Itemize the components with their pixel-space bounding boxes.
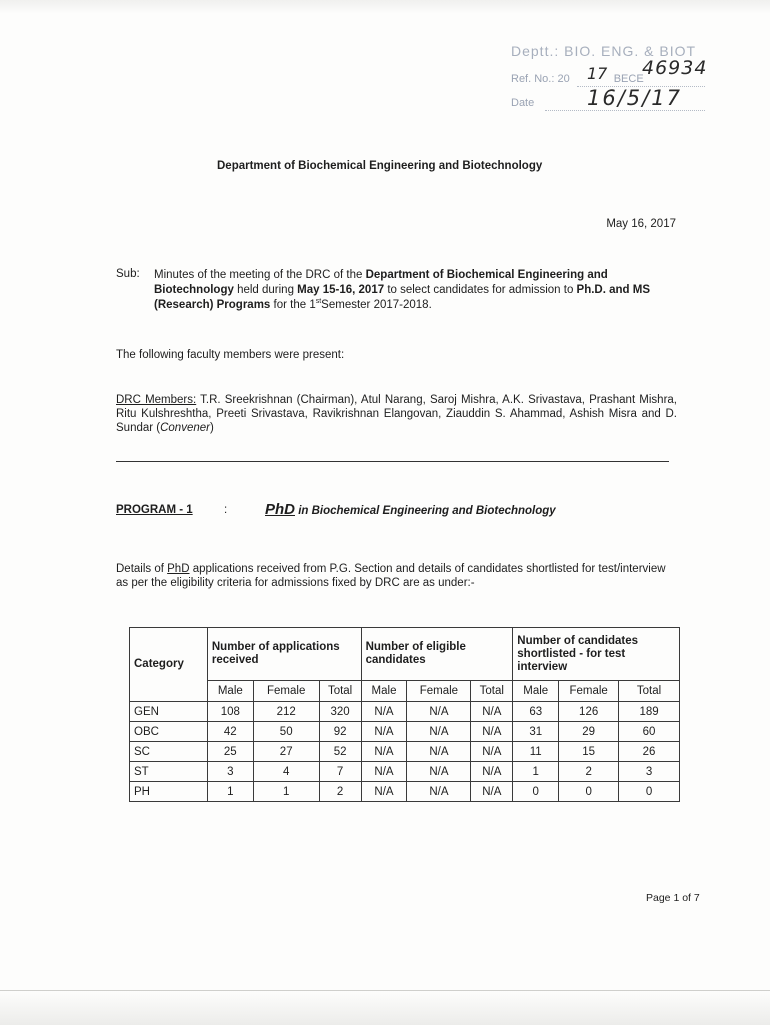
scan-bottom-edge (0, 990, 770, 1025)
table-row (130, 702, 680, 722)
subheader-cell: Male (513, 681, 559, 702)
drc-members (116, 393, 677, 435)
table-header-row (130, 628, 680, 681)
stamp-ref-year-handwritten: 17 (587, 64, 608, 83)
document-heading: Department of Biochemical Engineering and Biotechnology (217, 160, 543, 172)
value-cell: 52 (319, 742, 361, 762)
document-date: May 16, 2017 (606, 218, 676, 230)
value-cell: 1 (207, 782, 253, 802)
value-cell: N/A (471, 762, 513, 782)
subject-dept: Department of Biochemical Engineering and Biotechnology (154, 269, 608, 296)
subject-part: to select candidates for admission to (384, 284, 577, 296)
value-cell: 92 (319, 722, 361, 742)
program-title (265, 501, 556, 518)
subheader-cell: Female (253, 681, 319, 702)
program-phd: PhD (265, 501, 295, 518)
value-cell: 25 (207, 742, 253, 762)
details-paragraph (116, 562, 676, 590)
header-received: Number of applications received (207, 628, 361, 681)
value-cell: N/A (407, 782, 471, 802)
subject-superscript: st (315, 298, 322, 306)
value-cell: 31 (513, 722, 559, 742)
receipt-stamp (507, 40, 707, 112)
category-cell: OBC (130, 722, 208, 742)
stamp-date-dots (545, 110, 705, 111)
value-cell: N/A (407, 742, 471, 762)
value-cell: N/A (471, 742, 513, 762)
page-number: Page 1 of 7 (646, 892, 700, 904)
value-cell: 189 (619, 702, 680, 722)
value-cell: 0 (513, 782, 559, 802)
table-row (130, 782, 680, 802)
table-row (130, 762, 680, 782)
value-cell: N/A (361, 762, 407, 782)
subject-part: held during (233, 284, 298, 296)
subject-label: Sub: (116, 268, 140, 280)
program-label: PROGRAM - 1 (116, 504, 193, 516)
value-cell: N/A (407, 702, 471, 722)
value-cell: 15 (559, 742, 619, 762)
subject-text (154, 268, 659, 313)
value-cell: 26 (619, 742, 680, 762)
value-cell: 7 (319, 762, 361, 782)
subheader-cell: Female (559, 681, 619, 702)
value-cell: 108 (207, 702, 253, 722)
value-cell: N/A (361, 722, 407, 742)
subject-dates: May 15-16, 2017 (297, 284, 385, 296)
stamp-dept: Deptt.: BIO. ENG. & BIOT (511, 43, 697, 59)
value-cell: N/A (361, 702, 407, 722)
value-cell: 320 (319, 702, 361, 722)
stamp-ref-prefix: Ref. No.: 20 (511, 73, 570, 85)
value-cell: N/A (471, 722, 513, 742)
present-text: The following faculty members were present: (116, 349, 345, 361)
subheader-cell: Female (407, 681, 471, 702)
value-cell: N/A (471, 782, 513, 802)
stamp-ref-mid: BECE (613, 73, 644, 85)
header-shortlisted: Number of candidates shortlisted - for test interview (513, 628, 680, 681)
subheader-cell: Total (319, 681, 361, 702)
program-colon: : (224, 504, 228, 516)
table-subheader-row (130, 681, 680, 702)
details-part: applications received from P.G. Section and details of candidates shortlisted for test/interview as per the eligibility criteria for admissions fixed by DRC are as under:- (116, 563, 666, 589)
header-eligible: Number of eligible candidates (361, 628, 513, 681)
value-cell: N/A (361, 782, 407, 802)
drc-members-list: T.R. Sreekrishnan (Chairman), Atul Narang, Saroj Mishra, A.K. Srivastava, Prashant Mishra, Ritu Kulshreshtha, Preeti Srivastava, Ravikrishnan Elangovan, Ziauddin S. Ahammad, Ashish Misra and D. Sundar ( (116, 394, 677, 434)
category-cell: ST (130, 762, 208, 782)
value-cell: N/A (407, 722, 471, 742)
subheader-cell: Total (619, 681, 680, 702)
header-category: Category (130, 628, 208, 702)
value-cell: N/A (471, 702, 513, 722)
value-cell: N/A (361, 742, 407, 762)
value-cell: 0 (619, 782, 680, 802)
drc-close: ) (209, 422, 214, 434)
value-cell: 63 (513, 702, 559, 722)
subheader-cell: Male (361, 681, 407, 702)
value-cell: 2 (559, 762, 619, 782)
stamp-date-handwritten: 16/5/17 (587, 86, 682, 110)
drc-convener: Convener (160, 422, 210, 434)
subject-part: Semester 2017-2018. (321, 299, 432, 311)
details-phd: PhD (167, 563, 190, 575)
subheader-cell: Male (207, 681, 253, 702)
value-cell: 29 (559, 722, 619, 742)
applications-table (129, 627, 680, 802)
value-cell: 50 (253, 722, 319, 742)
category-cell: GEN (130, 702, 208, 722)
value-cell: 4 (253, 762, 319, 782)
stamp-date-label: Date (511, 97, 535, 109)
value-cell: 2 (319, 782, 361, 802)
subheader-cell: Total (471, 681, 513, 702)
subject-programs: Ph.D. and MS (Research) Programs (154, 284, 651, 311)
value-cell: 0 (559, 782, 619, 802)
value-cell: 27 (253, 742, 319, 762)
category-cell: PH (130, 782, 208, 802)
value-cell: 126 (559, 702, 619, 722)
table-row (130, 742, 680, 762)
table-row (130, 722, 680, 742)
value-cell: 1 (253, 782, 319, 802)
value-cell: 3 (619, 762, 680, 782)
scan-top-edge (0, 0, 770, 14)
category-cell: SC (130, 742, 208, 762)
value-cell: 1 (513, 762, 559, 782)
program-title-rest: in Biochemical Engineering and Biotechnology (295, 505, 556, 517)
subject-part: Minutes of the meeting of the DRC of the (154, 269, 366, 281)
value-cell: 212 (253, 702, 319, 722)
value-cell: N/A (407, 762, 471, 782)
value-cell: 11 (513, 742, 559, 762)
value-cell: 3 (207, 762, 253, 782)
subject-part: for the 1 (270, 299, 316, 311)
drc-label: DRC Members: (116, 394, 197, 406)
details-part: Details of (116, 563, 168, 575)
stamp-ref-label (511, 74, 644, 85)
value-cell: 60 (619, 722, 680, 742)
value-cell: 42 (207, 722, 253, 742)
divider-line (116, 461, 669, 462)
stamp-ref-number-handwritten: 46934 (642, 57, 708, 79)
